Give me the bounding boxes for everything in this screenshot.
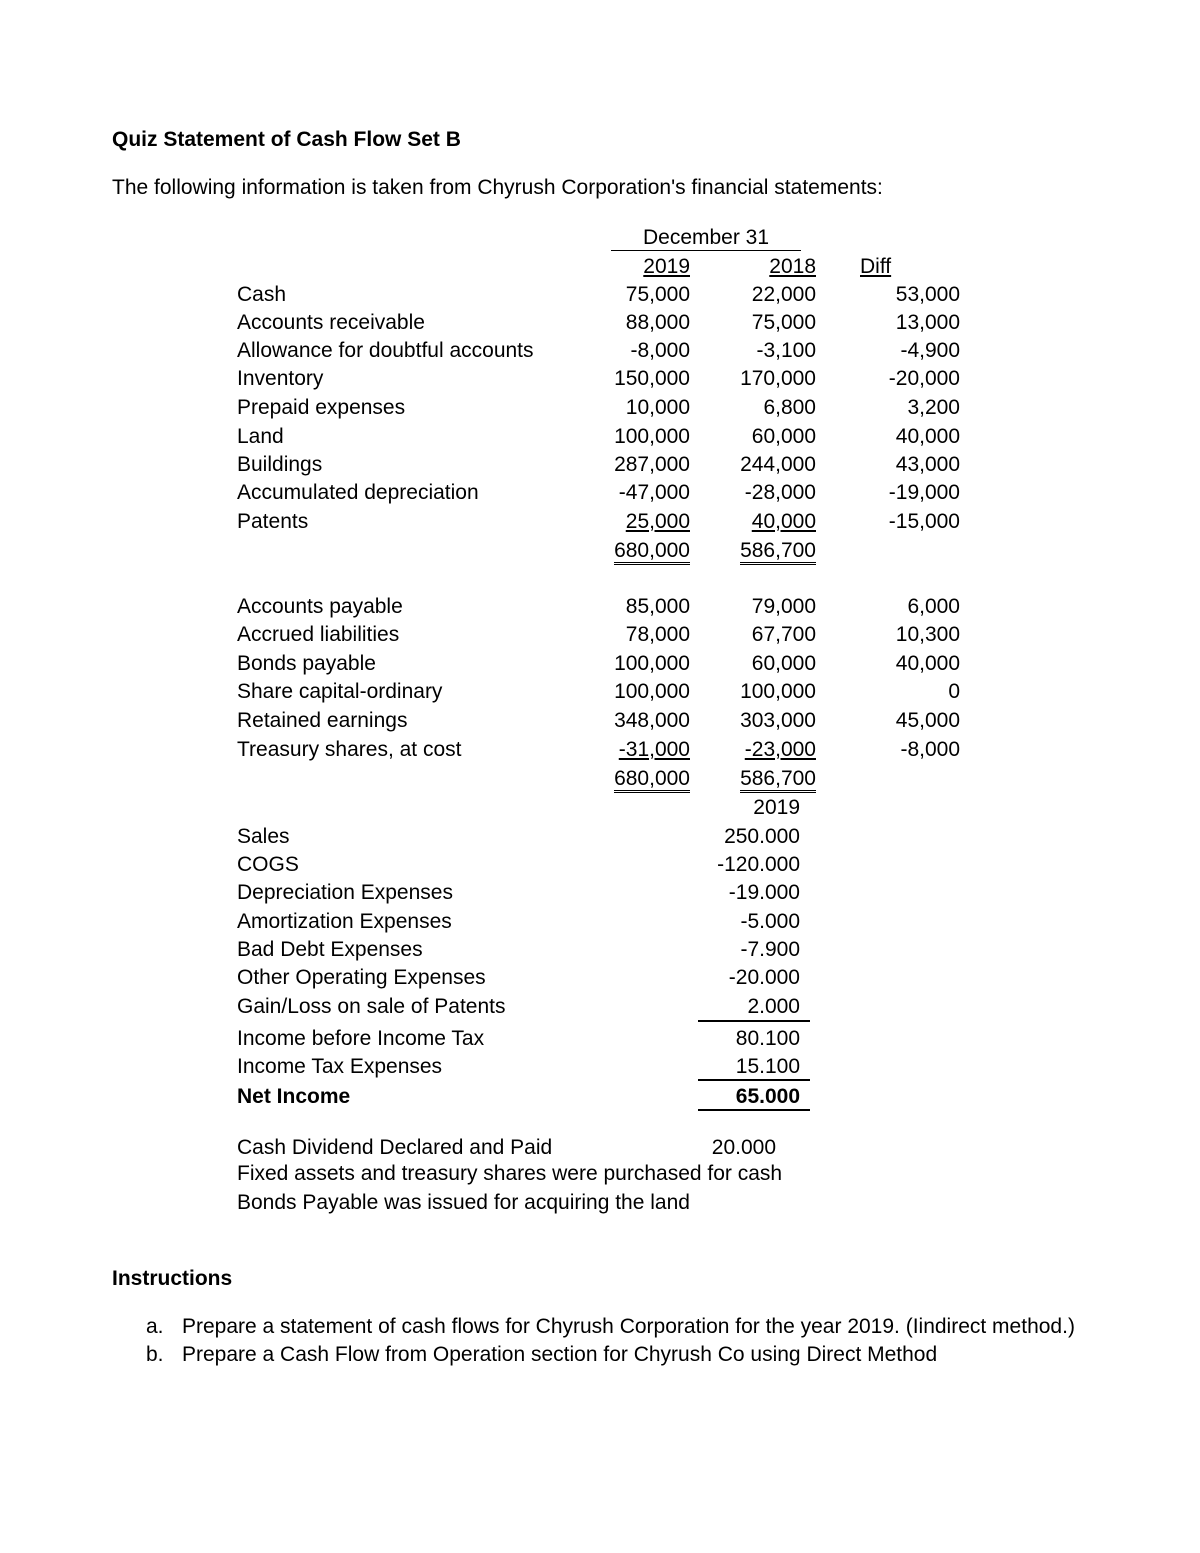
table-cell: 60,000	[751, 425, 816, 448]
list-item: Prepare a Cash Flow from Operation section for Chyrush Co using Direct Method	[182, 1343, 938, 1366]
table-row-label: Accounts payable	[237, 595, 403, 618]
table-row-label: Inventory	[237, 367, 324, 390]
table-cell: 170,000	[740, 367, 816, 390]
col-2018-header-text: 2018	[769, 255, 816, 278]
period-header-rule	[611, 250, 801, 251]
col-2018-header	[716, 254, 816, 280]
net-income-value: 65.000	[735, 1085, 800, 1108]
assets-total-2019-text: 680,000	[614, 539, 690, 565]
table-cell: 0	[948, 680, 960, 703]
table-cell	[716, 737, 816, 763]
table-cell: 287,000	[614, 453, 690, 476]
liabilities-total-2018-text: 586,700	[740, 767, 816, 793]
table-cell: -8,000	[630, 339, 690, 362]
table-row-label: Allowance for doubtful accounts	[237, 339, 534, 362]
table-cell: 40,000	[895, 652, 960, 675]
assets-total-2018-text: 586,700	[740, 539, 816, 565]
liabilities-total-2019	[590, 766, 690, 792]
table-cell: 45,000	[895, 709, 960, 732]
table-cell: 79,000	[751, 595, 816, 618]
table-cell: 85,000	[625, 595, 690, 618]
note-bonds: Bonds Payable was issued for acquiring the land	[237, 1191, 690, 1214]
table-cell: 67,700	[751, 623, 816, 646]
table-cell: 22,000	[751, 283, 816, 306]
col-diff-header	[860, 254, 891, 280]
table-cell: 75,000	[625, 283, 690, 306]
income-row-label: Income Tax Expenses	[237, 1055, 443, 1078]
income-row-label: Gain/Loss on sale of Patents	[237, 995, 506, 1018]
table-cell: -15,000	[888, 510, 960, 533]
income-row-value: -5.000	[740, 910, 800, 933]
table-cell: 88,000	[625, 311, 690, 334]
table-cell: 100,000	[740, 680, 816, 703]
table-cell: 100,000	[614, 652, 690, 675]
income-row-value: 2.000	[747, 995, 800, 1018]
assets-total-2018	[716, 538, 816, 564]
income-row-label: Income before Income Tax	[237, 1027, 485, 1050]
note-fixed-assets: Fixed assets and treasury shares were purchased for cash	[237, 1162, 783, 1185]
period-header: December 31	[642, 226, 770, 249]
subtotal-rule	[698, 1020, 810, 1022]
table-cell: 100,000	[614, 425, 690, 448]
list-item-marker: b.	[146, 1343, 164, 1366]
table-cell: 10,300	[895, 623, 960, 646]
table-cell-text: 40,000	[751, 510, 816, 533]
table-cell: 6,800	[763, 396, 816, 419]
income-row-value: -7.900	[740, 938, 800, 961]
table-cell: -28,000	[744, 481, 816, 504]
table-cell: 3,200	[907, 396, 960, 419]
income-row-label: COGS	[237, 853, 299, 876]
income-row-value: -120.000	[717, 853, 800, 876]
assets-total-2019	[590, 538, 690, 564]
income-row-label: Sales	[237, 825, 290, 848]
table-row-label: Share capital-ordinary	[237, 680, 443, 703]
income-row-value: 80.100	[735, 1027, 800, 1050]
table-row-label: Prepaid expenses	[237, 396, 406, 419]
income-row-value: -20.000	[728, 966, 800, 989]
col-diff-header-text: Diff	[860, 255, 892, 278]
list-item-marker: a.	[146, 1315, 164, 1338]
list-item: Prepare a statement of cash flows for Chyrush Corporation for the year 2019. (Iindirect method.)	[182, 1315, 1075, 1338]
table-cell: 244,000	[740, 453, 816, 476]
table-cell: -20,000	[888, 367, 960, 390]
table-cell: 6,000	[907, 595, 960, 618]
income-row-value: -19.000	[728, 881, 800, 904]
table-row-label: Land	[237, 425, 284, 448]
table-row-label: Cash	[237, 283, 287, 306]
table-cell	[590, 737, 690, 763]
liabilities-total-2019-text: 680,000	[614, 767, 690, 793]
tax-rule	[698, 1079, 810, 1081]
table-row-label: Bonds payable	[237, 652, 376, 675]
table-row-label: Accrued liabilities	[237, 623, 400, 646]
table-cell: 43,000	[895, 453, 960, 476]
liabilities-total-2018	[716, 766, 816, 792]
table-cell: 60,000	[751, 652, 816, 675]
table-cell: -47,000	[618, 481, 690, 504]
table-cell: -3,100	[756, 339, 816, 362]
table-cell: -4,900	[900, 339, 960, 362]
dividend-value: 20.000	[711, 1136, 776, 1159]
income-row-value: 250.000	[724, 825, 800, 848]
table-cell: 348,000	[614, 709, 690, 732]
table-row-label: Accumulated depreciation	[237, 481, 479, 504]
table-row-label: Buildings	[237, 453, 323, 476]
page-title: Quiz Statement of Cash Flow Set B	[112, 128, 461, 151]
table-cell: 100,000	[614, 680, 690, 703]
income-row-value: 15.100	[735, 1055, 800, 1078]
table-cell-text: -23,000	[744, 738, 816, 761]
income-row-label: Other Operating Expenses	[237, 966, 486, 989]
table-cell-text: 25,000	[625, 510, 690, 533]
table-row-label: Treasury shares, at cost	[237, 738, 462, 761]
net-income-rule	[698, 1109, 810, 1111]
table-cell	[716, 509, 816, 535]
dividend-label: Cash Dividend Declared and Paid	[237, 1136, 553, 1159]
table-cell: 40,000	[895, 425, 960, 448]
income-year-header: 2019	[753, 796, 800, 819]
income-row-label: Amortization Expenses	[237, 910, 452, 933]
table-row-label: Accounts receivable	[237, 311, 425, 334]
income-row-label: Bad Debt Expenses	[237, 938, 423, 961]
table-cell: 53,000	[895, 283, 960, 306]
table-cell: 303,000	[740, 709, 816, 732]
table-cell: 78,000	[625, 623, 690, 646]
table-cell: -19,000	[888, 481, 960, 504]
col-2019-header	[590, 254, 690, 280]
table-cell-text: -31,000	[618, 738, 690, 761]
table-cell: -8,000	[900, 738, 960, 761]
table-row-label: Patents	[237, 510, 309, 533]
table-row-label: Retained earnings	[237, 709, 408, 732]
table-cell	[590, 509, 690, 535]
table-cell: 75,000	[751, 311, 816, 334]
table-cell: 10,000	[625, 396, 690, 419]
intro-text: The following information is taken from Chyrush Corporation's financial statements:	[112, 176, 883, 199]
instructions-heading: Instructions	[112, 1267, 233, 1290]
table-cell: 150,000	[614, 367, 690, 390]
income-row-label: Depreciation Expenses	[237, 881, 453, 904]
table-cell: 13,000	[895, 311, 960, 334]
col-2019-header-text: 2019	[643, 255, 690, 278]
net-income-label: Net Income	[237, 1085, 351, 1108]
